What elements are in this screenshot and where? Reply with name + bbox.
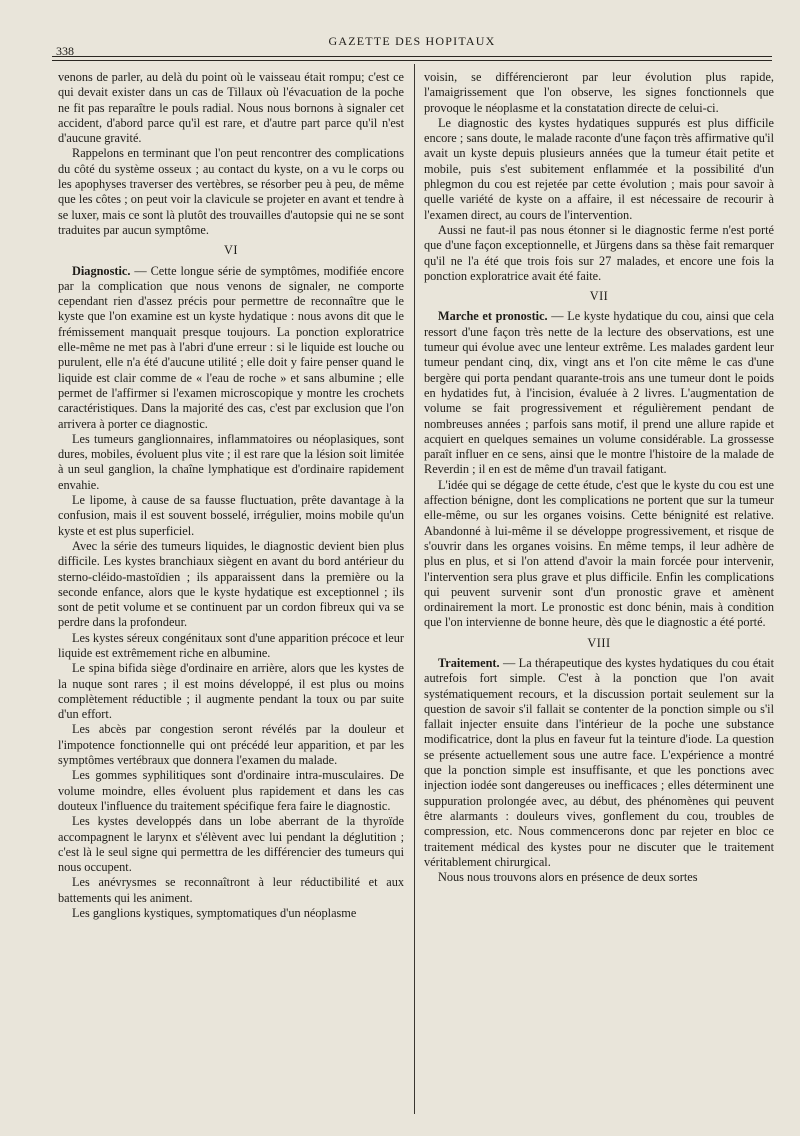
paragraph: venons de parler, au delà du point où le vaisseau était rompu; c'est ce qui devait exister dans un cas de Tillaux où l'évacuation de la poche ne fit pas reparaître le pouls radial. Nous nous bornons à signaler cet accident, d'abord parce qu'il est rare, et d'autre part parce qu'il n'est d'aucune gravité. [58,70,404,146]
paragraph: Les ganglions kystiques, symptomatiques d'un néoplasme [72,906,357,921]
paragraph: Le spina bifida siège d'ordinaire en arrière, alors que les kystes de la nuque sont rares ; il est moins développé, il est plus ou moins complètement réductible ; il augmente pendant la toux ou par suite d'un effort. [58,661,404,722]
paragraph-text: — Le kyste hydatique du cou, ainsi que cela ressort d'une façon très nette de la lecture des observations, est une tumeur qui évolue avec une lenteur extrême. Les malades gardent leur tumeur pendant cinq, dix, vingt ans et l'on cite même le cas d'une bergère qui porta pendant quarante-trois ans une tumeur dont le poids en hydatides fut, à l'incision, évaluée à 2 livres. L'augmentation de volume se fait progressivement et régulièrement pendant de nombreuses années ; parfois sans motif, il prend une allure rapide et acquiert en quelques semaines un volume considérable. La grossesse paraît influer en ce sens, ainsi que le montre l'histoire de la malade de Reverdin ; il en est de même d'un travail fatigant. [424,309,774,477]
paragraph-text: — La thérapeutique des kystes hydatiques du cou était autrefois fort simple. C'est à la ponction que l'on avait systématiquement recours, et la discussion portait seulement sur la question de savoir s'il fallait se contenter de la ponction simple ou s'il fallait injecter ensuite dans l'intérieur de la poche une substance modificatrice, dont la plus en faveur fut la teinture d'iode. La question se présente actuellement sous une autre face. L'expérience a montré que la ponction simple est insuffisante, et que les ponctions avec injection iodée sont dangereuses ou inefficaces ; elles déterminent une suppuration prolongée avec, au début, des phénomènes qui peuvent être alarmants : douleurs vives, gonflement du cou, troubles de compression, etc. Nous commencerons donc par rejeter en bloc ce traitement médical des kystes pour ne discuter que le traitement véritablement chirurgical. [424,655,774,869]
paragraph: Nous nous trouvons alors en présence de deux sortes [438,870,698,885]
header-rule-thin [52,60,772,61]
section-title: Diagnostic. [72,263,131,278]
section-title: Marche et pronostic. [438,309,548,324]
paragraph: Les anévrysmes se reconnaîtront à leur réductibilité et aux battements qui les animent. [58,875,404,905]
section-number: VII [589,289,609,304]
left-column [58,70,404,921]
paragraph [424,656,774,870]
paragraph: L'idée qui se dégage de cette étude, c'est que le kyste du cou est une affection bénigne, dont les complications ne portent que sur la tumeur elle-même, ou sur les organes voisins. Cette bénignité est relative. Abandonné à lui-même il se développe progressivement, et risque de s'ouvrir dans les organes voisins. En même temps, il leur adhère de plus en plus, et si l'on attend d'avoir la main forcée pour intervenir, l'intervention sera plus grave et plus difficile. Enfin les complications qui peuvent survenir sont d'un pronostic grave et amènent ordinairement la mort. Le pronostic est donc bénin, mais à condition que l'on intervienne de bonne heure, dès que le diagnostic a été porté. [424,477,774,630]
paragraph: Les abcès par congestion seront révélés par la douleur et l'impotence fonctionnelle qui ont précédé leur apparition, et par les symptômes vertébraux que donnera l'examen du malade. [58,722,404,768]
paragraph-text: — Cette longue série de symptômes, modifiée encore par la complication que nous venons de signaler, ne comporte cependant rien d'assez précis pour permettre de reconnaître que le kyste que l'on examine est un kyste hydatique : nous avons dit que le frémissement manquait presque toujours. La ponction exploratrice elle-même ne met pas à l'abri d'une erreur : si le liquide est louche ou purulent, elle n'a été d'aucune utilité ; elle doit y faire penser quand le liquide est clair comme de « l'eau de roche » et sans albumine ; elle permet de l'affirmer si l'examen microscopique y montre les crochets caractéristiques. Dans la majorité des cas, c'est par exclusion que l'on arrivera à porter ce diagnostic. [58,263,404,431]
paragraph: Les gommes syphilitiques sont d'ordinaire intra-musculaires. De volume moindre, elles évoluent plus rapidement et dans les cas douteux l'influence du traitement spécifique fera faire le diagnostic. [58,768,404,813]
page-header [52,30,772,58]
paragraph [58,264,404,432]
paragraph: Le lipome, à cause de sa fausse fluctuation, prête davantage à la confusion, mais il est souvent bosselé, irrégulier, moins mobile qu'un kyste et est plus superficiel. [58,493,404,538]
paragraph: Le diagnostic des kystes hydatiques suppurés est plus difficile encore ; sans doute, le malade raconte d'une façon très affirmative qu'il avait un kyste depuis plusieurs années que la tumeur était petite et mobile, puis s'est subitement enflammée et la possibilité d'un phlegmon du cou est rejetée par cette évolution ; mais pour savoir à quelle variété de kyste on a affaire, il est nécessaire de recourir à l'examen direct, au cours de l'intervention. [424,115,774,222]
running-title: GAZETTE DES HOPITAUX [328,34,496,48]
section-number: VI [224,243,238,258]
paragraph: Les tumeurs ganglionnaires, inflammatoires ou néoplasiques, sont dures, mobiles, évoluent plus vite ; il est rare que la lésion soit limitée à un seul ganglion, la chaîne lymphatique est d'ordinaire rapidement envahie. [58,431,404,492]
paragraph [424,309,774,477]
section-title: Traitement. [438,655,500,670]
paragraph: Aussi ne faut-il pas nous étonner si le diagnostic ferme n'est porté que d'une façon exceptionnelle, et Jürgens dans sa thèse fait remarquer qu'il ne l'a été que trois fois sur 27 malades, et encore une fois la ponction exploratrice avait été faite. [424,222,774,283]
section-number: VIII [587,635,611,650]
column-divider [414,64,415,1114]
paragraph: voisin, se différencieront par leur évolution plus rapide, l'amaigrissement que l'on observe, les signes fonctionnels que provoque le néoplasme et la constatation directe de celui-ci. [424,70,774,115]
paragraph: Les kystes séreux congénitaux sont d'une apparition précoce et leur liquide est extrêmement riche en albumine. [58,630,404,660]
paragraph: Rappelons en terminant que l'on peut rencontrer des complications du côté du système osseux ; au contact du kyste, on a vu le corps ou les apophyses traverser des vertèbres, se résorber peu à peu, de même que les côtes ; on peut voir la clavicule se projeter en avant et tendre à se luxer, mais ce sont là plutôt des trouvailles d'autopsie qui ne se sont traduites par aucun symptôme. [58,146,404,237]
paragraph: Les kystes developpés dans un lobe aberrant de la thyroïde accompagnent le larynx et s'élèvent avec lui pendant la déglutition ; c'est là le seul signe qui permettra de les différencier des tumeurs qui nous occupent. [58,814,404,875]
header-rule [52,56,772,57]
page-number: 338 [56,44,74,58]
paragraph: Avec la série des tumeurs liquides, le diagnostic devient bien plus difficile. Les kystes branchiaux siègent en avant du bord antérieur du sterno-cléido-mastoïdien ; ils apparaissent dans la première ou la seconde enfance, alors que le kyste hydatique est exceptionnel ; ils sont de petit volume et se continuent par un cordon fibreux qui va se perdre dans la profondeur. [58,538,404,630]
right-column [424,70,774,885]
